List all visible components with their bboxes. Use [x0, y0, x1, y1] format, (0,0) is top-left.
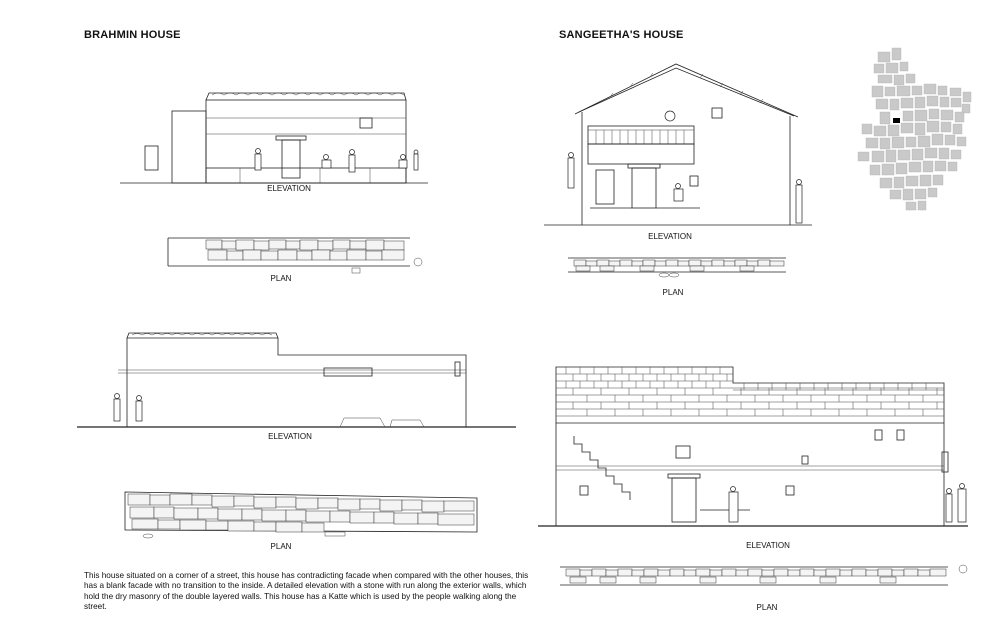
label-brahmin-plan-2: PLAN [270, 542, 292, 551]
house-location-marker [893, 118, 900, 123]
brahmin-elevation-2-figures [114, 394, 142, 422]
sangeetha-elevation-1-figures [568, 153, 802, 224]
heading-brahmin-house: BRAHMIN HOUSE [84, 29, 181, 41]
label-sangeetha-elevation-2: ELEVATION [746, 541, 790, 550]
brahmin-plan-2 [125, 492, 477, 538]
brahmin-house-description: This house situated on a corner of a street, this house has contradicting facade when compared with the other houses, this has a blank facade with no transition to the inside. A detailed elevation with a stone with run along the exterior walls, which hold the dry masonry of the double layered walls. This house has a Katte which is used by the people walking along the street. [84, 571, 529, 612]
tiled-roof-hatching [556, 367, 944, 416]
label-brahmin-elevation-2: ELEVATION [268, 432, 312, 441]
sangeetha-elevation-2-figures [729, 484, 966, 523]
sangeetha-plan-1 [568, 258, 786, 277]
brahmin-elevation-1 [120, 93, 428, 183]
label-brahmin-elevation-1: ELEVATION [267, 184, 311, 193]
brahmin-elevation-1-figures [255, 149, 418, 173]
location-map [858, 48, 971, 210]
brahmin-plan-1 [168, 238, 422, 273]
label-sangeetha-plan-2: PLAN [756, 603, 778, 612]
brahmin-elevation-2 [77, 333, 516, 427]
label-brahmin-plan-1: PLAN [270, 274, 292, 283]
label-sangeetha-elevation-1: ELEVATION [648, 232, 692, 241]
label-sangeetha-plan-1: PLAN [662, 288, 684, 297]
heading-sangeethas-house: SANGEETHA'S HOUSE [559, 29, 684, 41]
sangeetha-plan-2 [560, 565, 967, 585]
sangeetha-elevation-2 [538, 367, 968, 526]
